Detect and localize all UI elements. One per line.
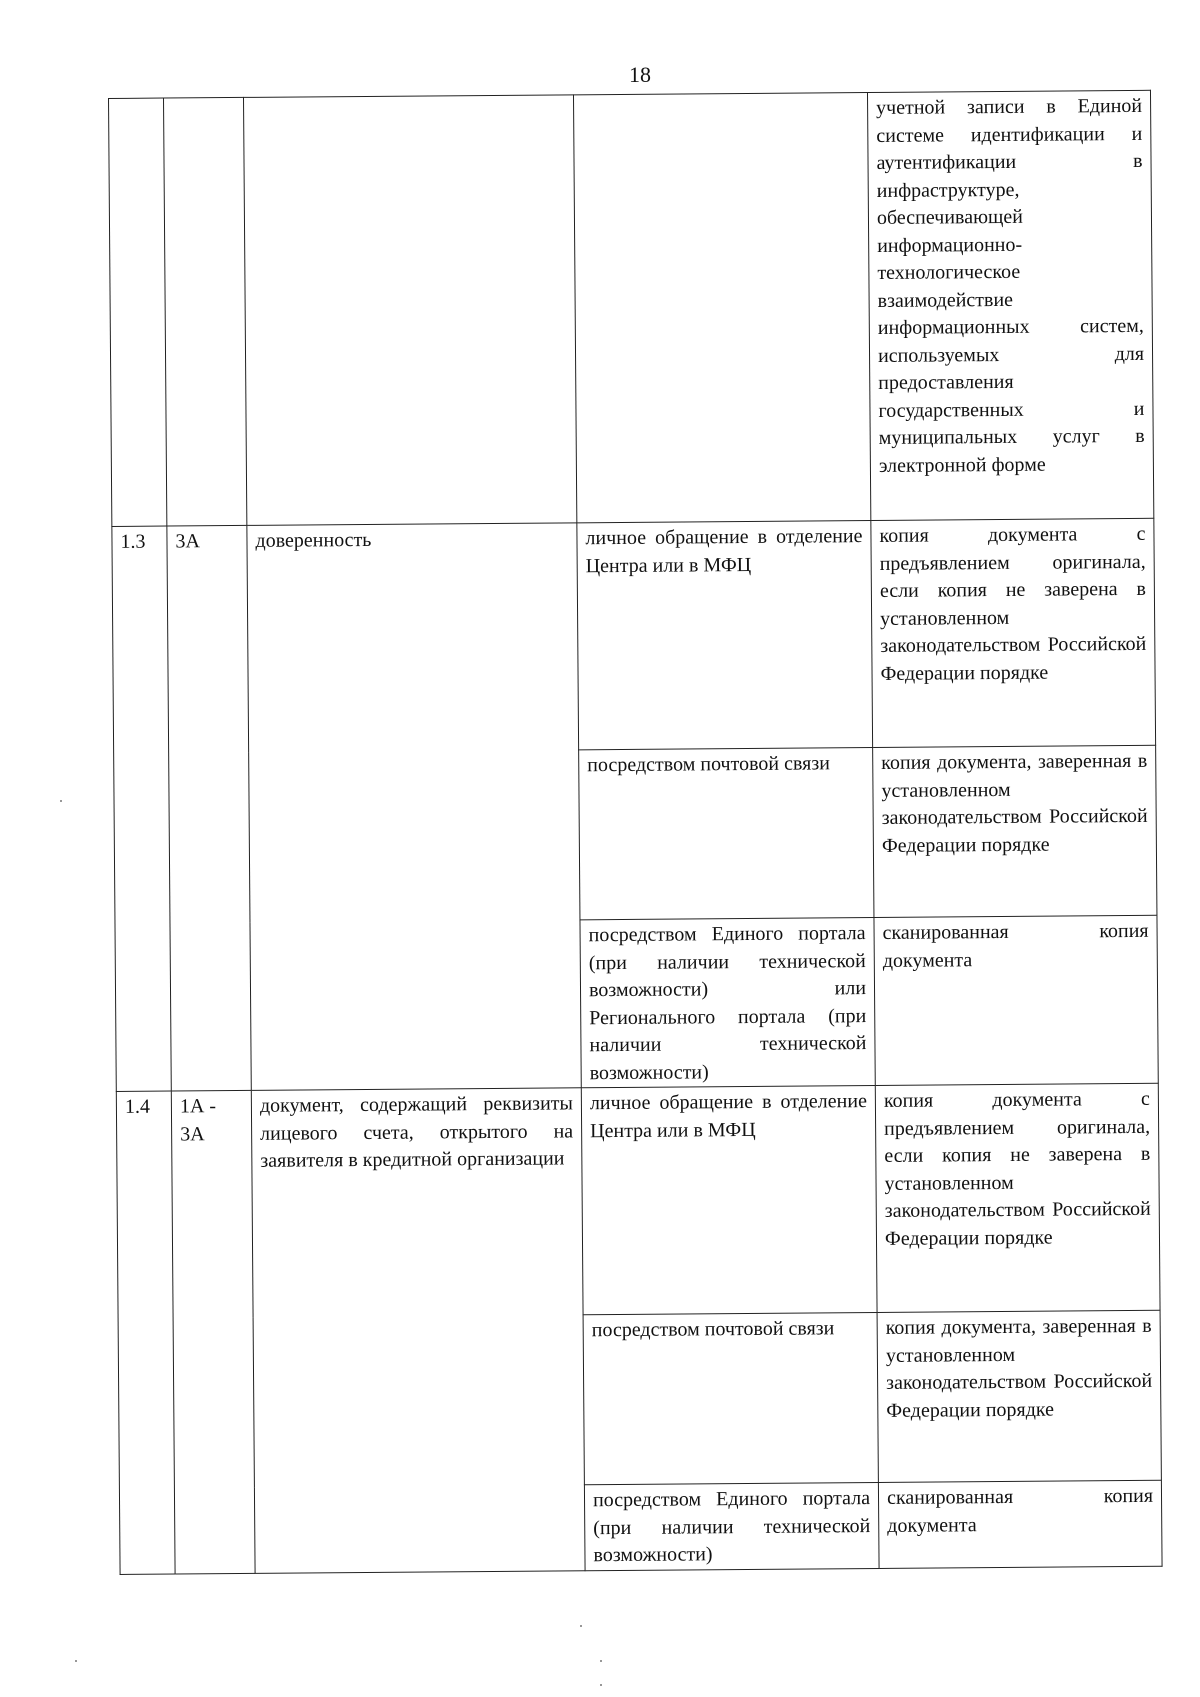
- scan-speck: [75, 1660, 77, 1662]
- document-requirement-cell: сканированная копия документа: [874, 915, 1158, 1085]
- submission-method-cell: личное обращение в отделение Центра или в МФЦ: [577, 521, 873, 750]
- scan-speck: [580, 1625, 582, 1627]
- table-row-continued: [109, 90, 1154, 526]
- submission-method-cell: посредством почтовой связи: [579, 748, 874, 920]
- page-number: 18: [629, 62, 651, 87]
- document-requirement-cell: копия документа, заверенная в установленном законодательством Российской Федерации порядке: [877, 1310, 1161, 1482]
- document-requirement-cell: копия документа с предъявлением оригинала, если копия не заверена в установленном законодательством Российской Федерации порядке: [871, 518, 1156, 747]
- submission-method-cell: личное обращение в отделение Центра или в МФЦ: [581, 1086, 877, 1315]
- table-row: [112, 518, 1156, 753]
- scan-speck: [600, 1660, 602, 1662]
- category-cell: 3А: [167, 525, 251, 1091]
- submission-method-cell: посредством Единого портала (при наличии технической возможности) или Регионального портала (при наличии технической возможности): [580, 918, 875, 1088]
- document-name-cell: доверенность: [247, 523, 581, 1091]
- row-number: 1.3: [112, 526, 171, 1091]
- scan-speck: [60, 800, 62, 802]
- scan-speck: [600, 1684, 602, 1686]
- documents-table: [108, 90, 1163, 1575]
- document-requirement-cell: сканированная копия документа: [878, 1480, 1162, 1568]
- category-cell: 1А - 3А: [171, 1090, 255, 1573]
- document-name-cell: документ, содержащий реквизиты лицевого счета, открытого на заявителя в кредитной организации: [251, 1088, 585, 1573]
- cell-empty-method: [573, 93, 870, 523]
- submission-method-cell: посредством Единого портала (при наличии технической возможности): [584, 1482, 879, 1570]
- continued-requirement-cell: учетной записи в Единой системе идентификации и аутентификации в инфраструктуре, обеспечивающей информационно-технологическое взаимодействие информационных систем, используемых для предоставления государственных и муниципальных услуг в электронной форме: [867, 90, 1153, 520]
- submission-method-cell: посредством почтовой связи: [583, 1312, 878, 1484]
- cell-empty-category: [164, 97, 247, 526]
- document-requirement-cell: копия документа, заверенная в установленном законодательством Российской Федерации порядке: [873, 745, 1157, 917]
- row-number: 1.4: [116, 1091, 175, 1574]
- cell-empty-document: [243, 95, 576, 526]
- table-row: [116, 1083, 1160, 1318]
- document-requirement-cell: копия документа с предъявлением оригинала, если копия не заверена в установленном законодательством Российской Федерации порядке: [875, 1083, 1160, 1312]
- cell-empty-num: [109, 98, 167, 526]
